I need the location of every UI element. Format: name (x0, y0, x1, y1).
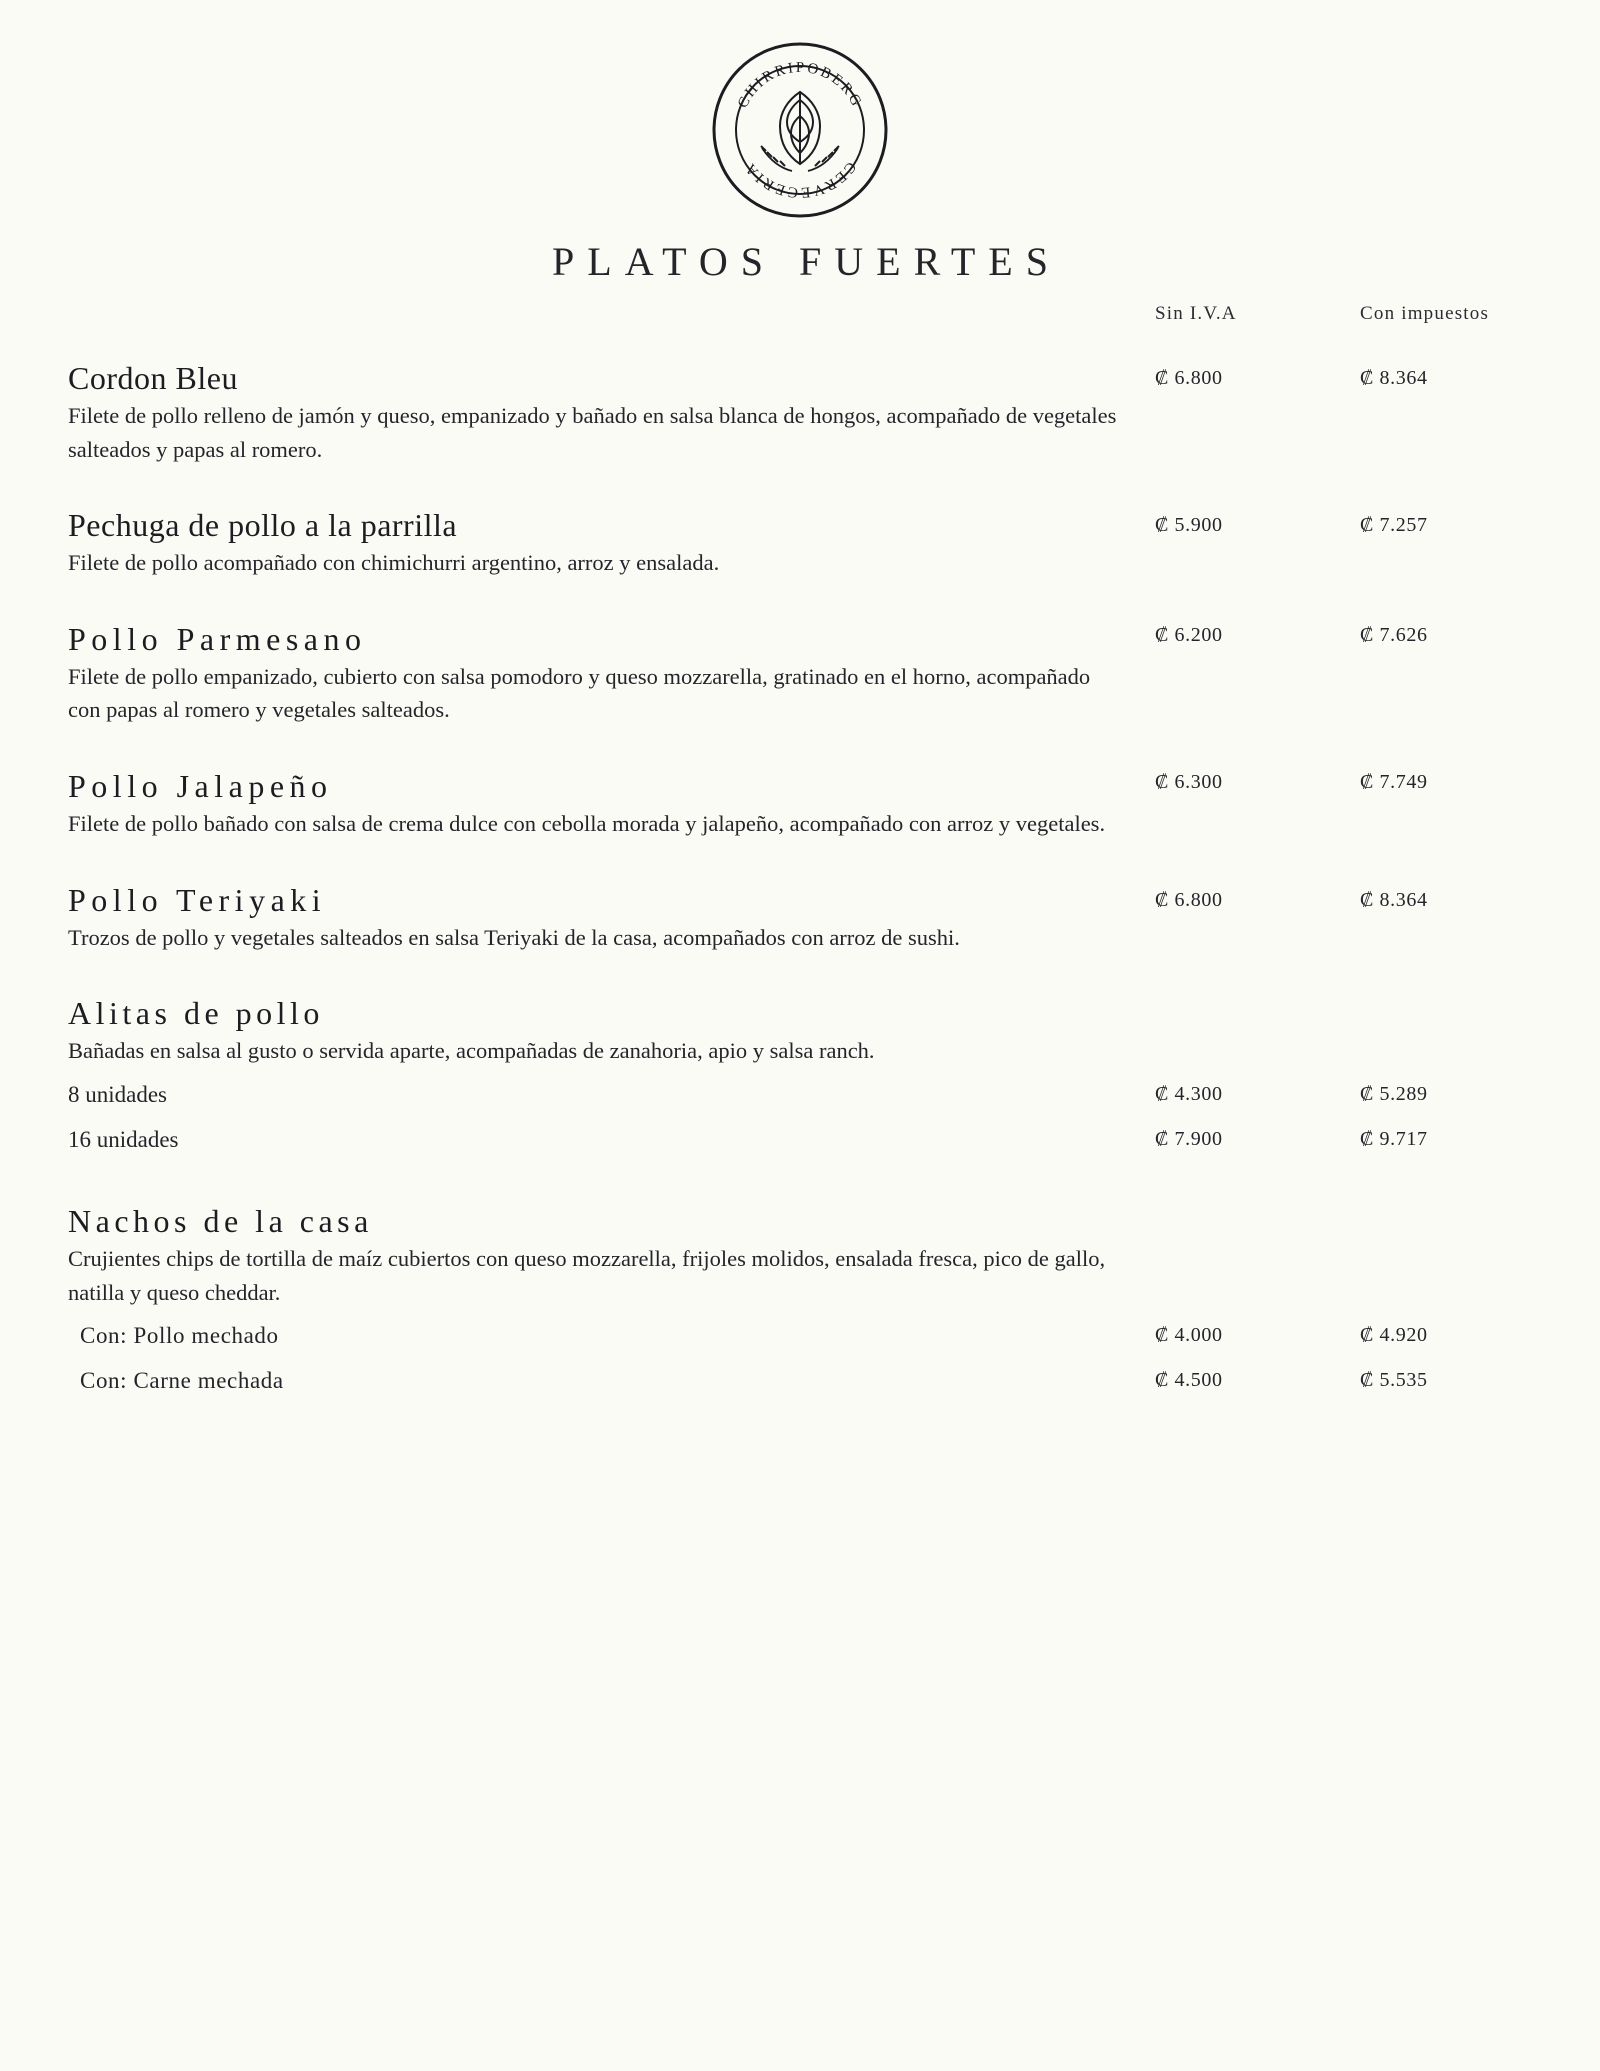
option-price-with-tax: ₡ 9.717 (1360, 1127, 1428, 1150)
item-name: Pollo Parmesano (68, 620, 367, 657)
item-description: Filete de pollo bañado con salsa de crema dulce con cebolla morada y jalapeño, acompañado con arroz y vegetales. (68, 811, 1106, 837)
menu-item (68, 361, 1540, 466)
option-price-without-tax: ₡ 4.500 (1155, 1369, 1223, 1392)
item-description: Crujientes chips de tortilla de maíz cubiertos con queso mozzarella, frijoles molidos, ensalada fresca, pico de gallo, natilla y queso cheddar. (68, 1245, 1106, 1305)
svg-text:CHIRRIPOBERG: CHIRRIPOBERG (734, 59, 866, 111)
option-price-without-tax: ₡ 7.900 (1155, 1127, 1223, 1150)
option-price-with-tax: ₡ 4.920 (1360, 1324, 1428, 1347)
item-price-with-tax: ₡ 7.626 (1360, 623, 1428, 646)
page-title: PLATOS FUERTES (552, 239, 1061, 284)
item-name: Pechuga de pollo a la parrilla (68, 507, 458, 544)
item-name: Cordon Bleu (68, 360, 238, 396)
item-description: Bañadas en salsa al gusto o servida aparte, acompañadas de zanahoria, apio y salsa ranch. (68, 1038, 875, 1064)
item-price-without-tax: ₡ 6.800 (1155, 367, 1223, 389)
item-price-without-tax: ₡ 6.300 (1155, 771, 1223, 794)
item-name: Nachos de la casa (68, 1202, 373, 1239)
item-options (68, 1313, 1540, 1403)
menu-item (68, 769, 1540, 841)
item-price-without-tax: ₡ 6.200 (1155, 623, 1223, 646)
svg-text:CERVECERIA: CERVECERIA (741, 158, 859, 201)
option-label: 16 unidades (68, 1126, 179, 1152)
option-price-without-tax: ₡ 4.000 (1155, 1324, 1223, 1347)
brand-logo (0, 0, 1600, 230)
item-price-with-tax: ₡ 8.364 (1360, 367, 1428, 389)
option-label: Con: Pollo mechado (80, 1323, 279, 1349)
item-description: Trozos de pollo y vegetales salteados en salsa Teriyaki de la casa, acompañados con arroz de sushi. (68, 924, 960, 950)
item-description: Filete de pollo relleno de jamón y queso, empanizado y bañado en salsa blanca de hongos, acompañado de vegetales salteados y papas al romero. (68, 402, 1117, 462)
item-option (68, 1313, 1540, 1358)
option-price-with-tax: ₡ 5.535 (1360, 1369, 1428, 1392)
logo-mark (700, 30, 900, 230)
column-header-without-tax: Sin I.V.A (1155, 303, 1237, 324)
item-description: Filete de pollo empanizado, cubierto con salsa pomodoro y queso mozzarella, gratinado en el horno, acompañado con papas al romero y vegetales salteados. (68, 663, 1091, 723)
item-description: Filete de pollo acompañado con chimichurri argentino, arroz y ensalada. (68, 550, 720, 576)
menu-item (68, 883, 1540, 955)
menu-items-list (0, 361, 1600, 1403)
item-options (68, 1072, 1540, 1162)
item-name: Pollo Jalapeño (68, 768, 333, 805)
item-name: Pollo Teriyaki (68, 881, 327, 918)
option-price-without-tax: ₡ 4.300 (1155, 1082, 1223, 1105)
option-price-with-tax: ₡ 5.289 (1360, 1082, 1428, 1105)
item-price-without-tax: ₡ 6.800 (1155, 888, 1223, 911)
item-option (68, 1358, 1540, 1403)
menu-item (68, 996, 1540, 1162)
item-price-with-tax: ₡ 7.257 (1360, 514, 1428, 537)
menu-item (68, 508, 1540, 580)
option-label: 8 unidades (68, 1081, 168, 1107)
option-label: Con: Carne mechada (80, 1368, 284, 1394)
item-price-without-tax: ₡ 5.900 (1155, 514, 1223, 537)
menu-item (68, 622, 1540, 727)
menu-item (68, 1204, 1540, 1403)
item-price-with-tax: ₡ 7.749 (1360, 771, 1428, 794)
price-column-headers (0, 303, 1600, 339)
column-header-with-tax: Con impuestos (1360, 303, 1490, 324)
item-name: Alitas de pollo (68, 995, 324, 1032)
item-price-with-tax: ₡ 8.364 (1360, 888, 1428, 911)
item-option (68, 1072, 1540, 1117)
item-option (68, 1117, 1540, 1162)
